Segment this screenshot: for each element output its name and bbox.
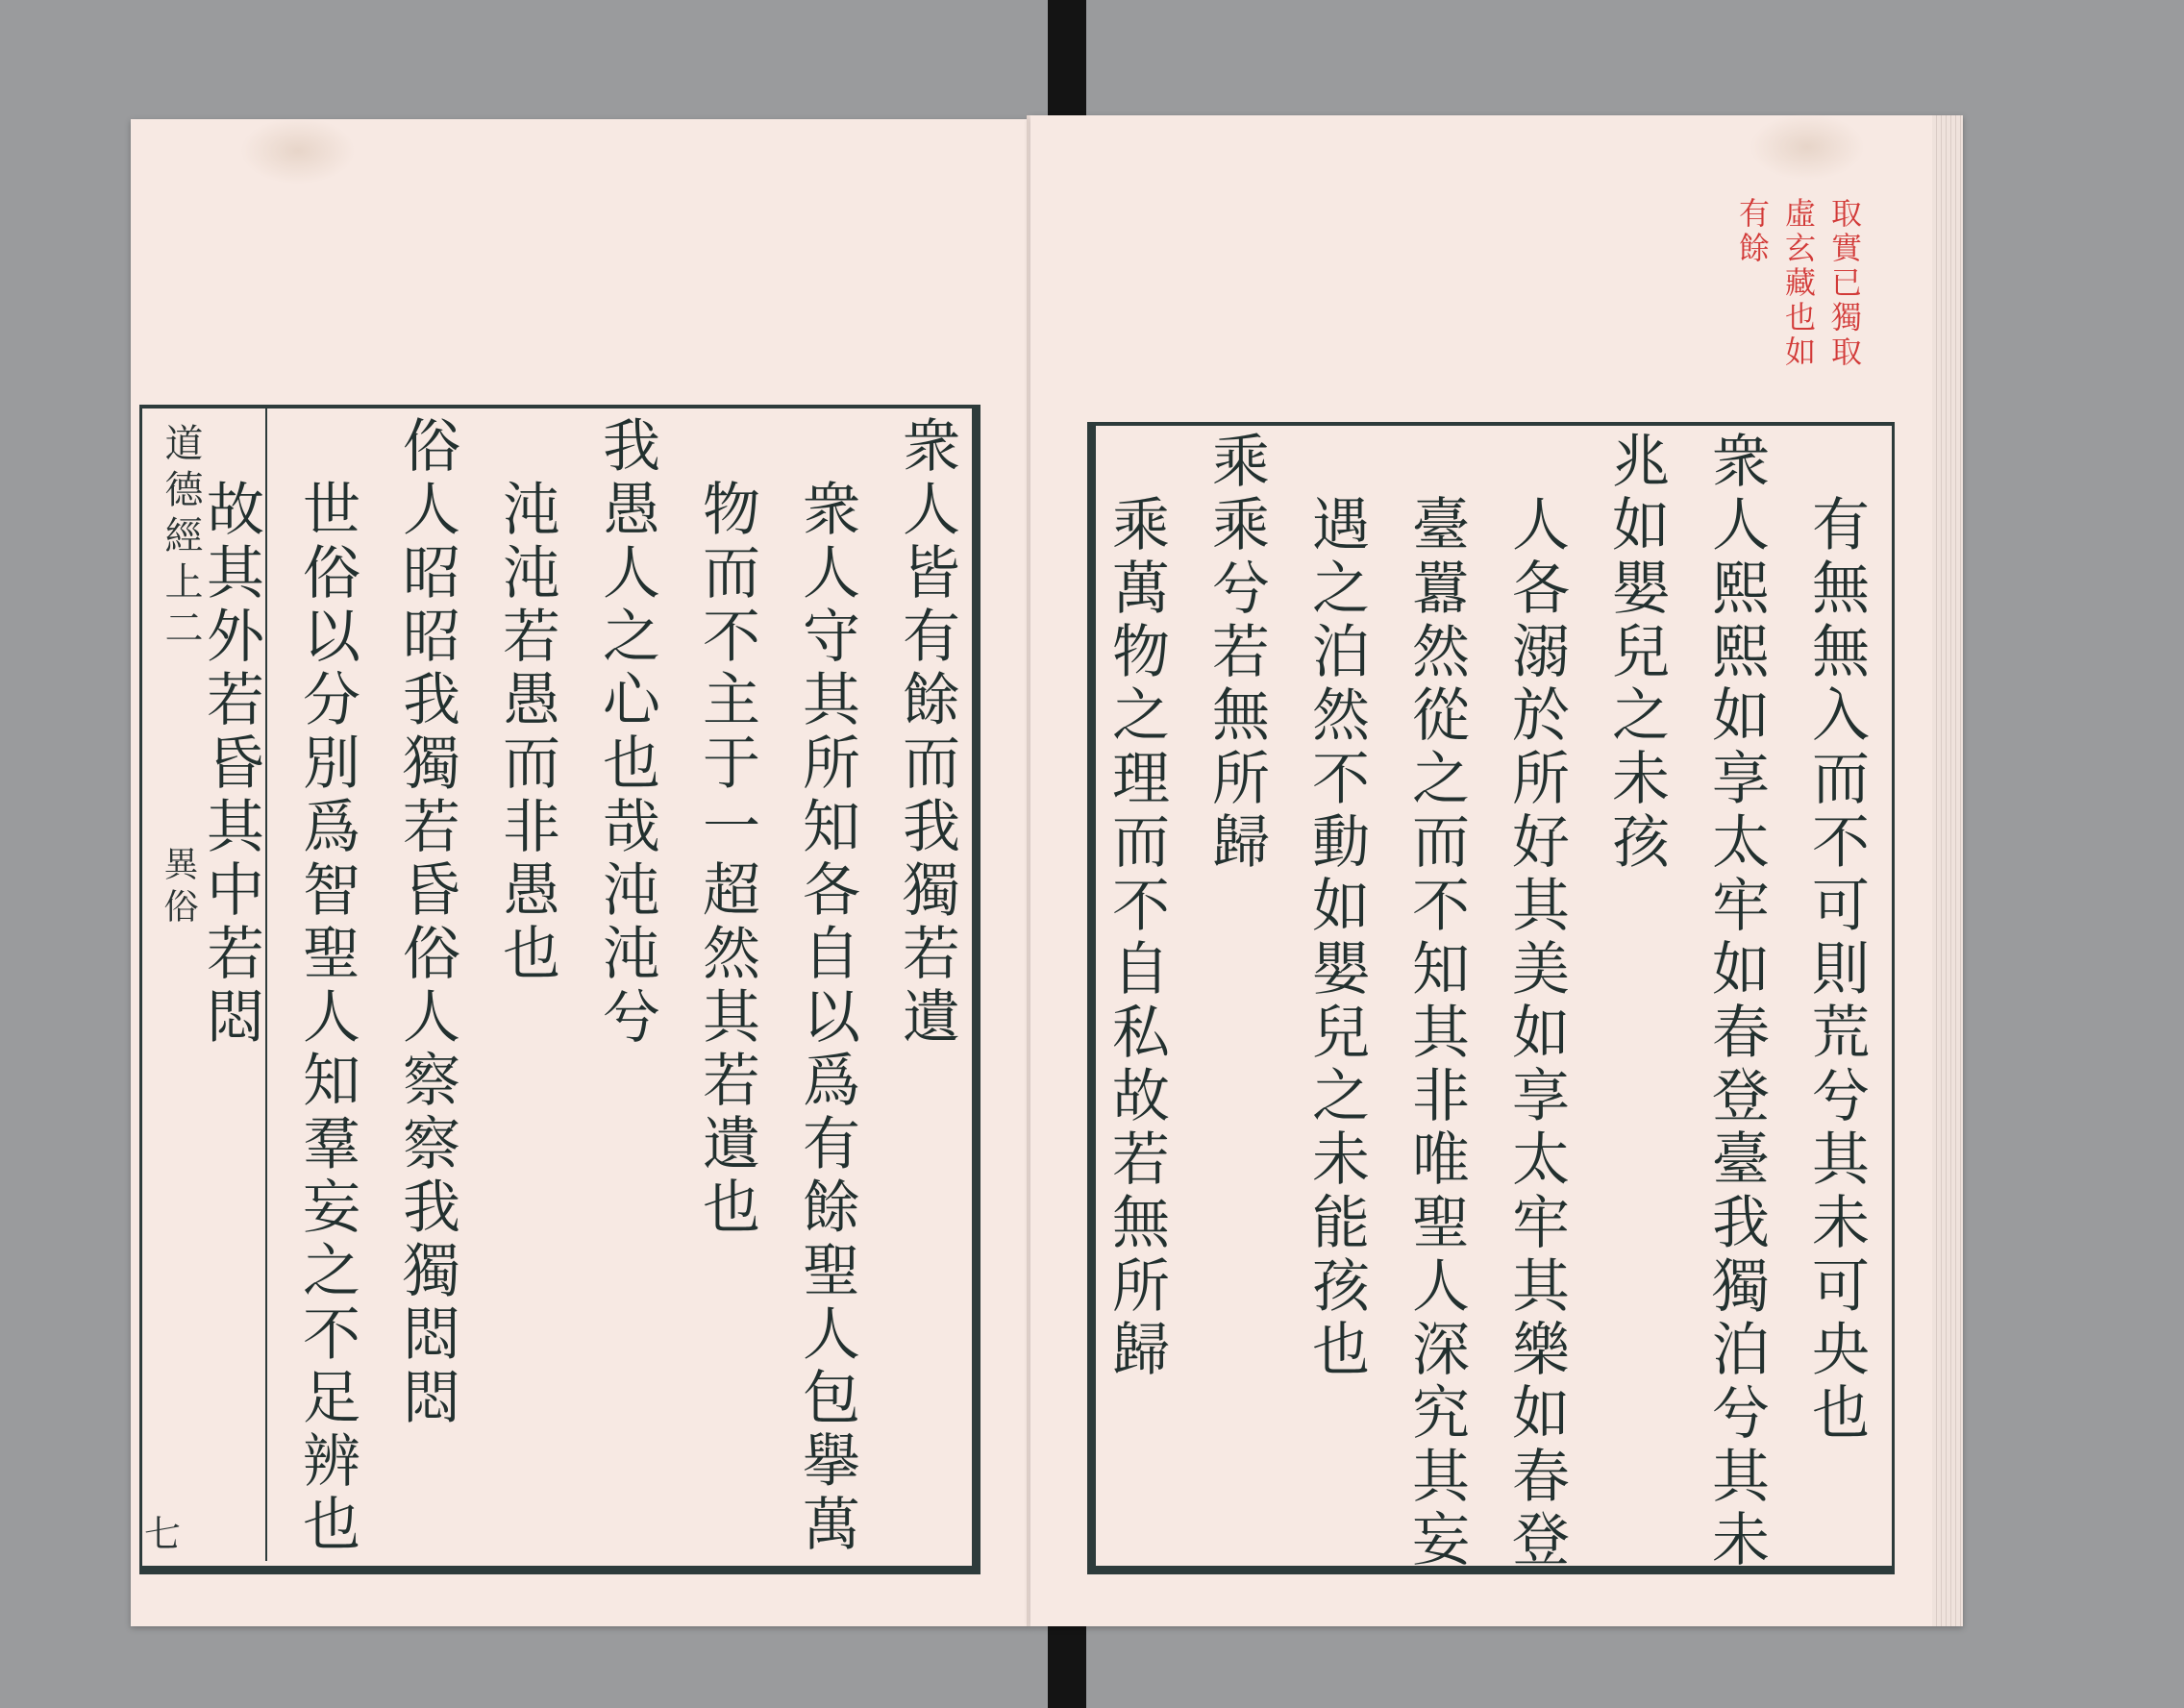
right-col-5: 臺囂然從之而不知其非唯聖人深究其妄 <box>1402 494 1470 1572</box>
right-col-2: 衆人熙熙如享太牢如春登臺我獨泊兮其未 <box>1702 431 1770 1572</box>
red-annotation-3: 有餘 <box>1734 197 1771 266</box>
left-col-5: 沌沌若愚而非愚也 <box>493 479 560 986</box>
left-col-8: 故其外若昏其中若悶 <box>197 479 264 1050</box>
right-col-4: 人各溺於所好其美如享太牢其樂如春登 <box>1502 494 1570 1572</box>
right-col-8: 乘萬物之理而不自私故若無所歸 <box>1103 494 1170 1382</box>
right-col-6: 遇之泊然不動如嬰兒之未能孩也 <box>1303 494 1370 1382</box>
left-col-6: 俗人昭昭我獨若昏俗人察察我獨悶悶 <box>393 415 460 1430</box>
page-number: 七 <box>144 1513 182 1555</box>
left-col-4: 我愚人之心也哉沌沌兮 <box>593 415 660 1050</box>
left-col-7: 世俗以分別爲智聖人知羣妄之不足辨也 <box>293 479 360 1557</box>
chapter-label: 異俗 <box>159 846 198 930</box>
red-annotation-2: 虛玄藏也如 <box>1780 197 1817 370</box>
left-col-1: 衆人皆有餘而我獨若遺 <box>893 415 960 1050</box>
red-annotation-1: 取實已獨取 <box>1826 197 1863 370</box>
left-col-2: 衆人守其所知各自以爲有餘聖人包擧萬 <box>793 479 860 1557</box>
right-col-1: 有無無入而不可則荒兮其未可央也 <box>1802 494 1870 1446</box>
paper-stain <box>1750 113 1865 181</box>
left-margin-rule <box>265 405 267 1561</box>
left-col-3: 物而不主于一超然其若遺也 <box>693 479 760 1240</box>
paper-stain <box>240 117 356 185</box>
right-col-7: 乘乘兮若無所歸 <box>1203 431 1270 875</box>
page-edges <box>1932 115 1963 1626</box>
right-col-3: 兆如嬰兒之未孩 <box>1602 431 1670 875</box>
margin-title: 道德經上二 <box>159 423 203 654</box>
